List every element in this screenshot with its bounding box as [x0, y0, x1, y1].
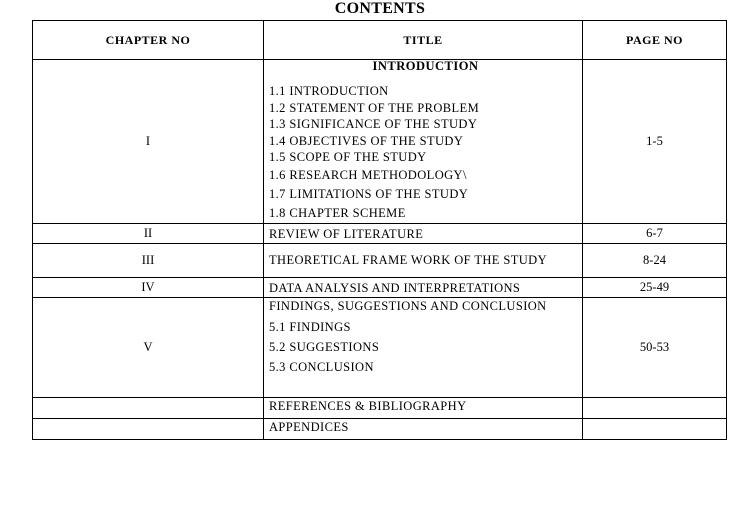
table-row: [33, 60, 727, 224]
chapter-number: [33, 419, 264, 440]
page-range: 8-24: [583, 244, 727, 278]
chapter-title: REFERENCES & BIBLIOGRAPHY: [264, 398, 583, 419]
list-item: 1.8 CHAPTER SCHEME: [269, 205, 406, 220]
table-row: [33, 398, 727, 419]
column-header-chapter: CHAPTER NO: [33, 21, 264, 60]
chapter-number: V: [33, 298, 264, 398]
column-header-title: TITLE: [264, 21, 583, 60]
chapter-title-cell: [264, 298, 583, 398]
list-item: 1.7 LIMITATIONS OF THE STUDY: [269, 186, 469, 201]
list-item: 5.2 SUGGESTIONS: [269, 340, 380, 354]
table-row: [33, 244, 727, 278]
section-heading: INTRODUCTION: [372, 59, 479, 73]
page-range: 6-7: [583, 224, 727, 244]
chapter-title: THEORETICAL FRAME WORK OF THE STUDY: [264, 244, 583, 278]
list-item: 5.3 CONCLUSION: [269, 360, 374, 374]
table-row: [33, 298, 727, 398]
page-range: 1-5: [583, 60, 727, 224]
page-range: [583, 398, 727, 419]
chapter-number: I: [33, 60, 264, 224]
subsection-list: [269, 313, 582, 377]
contents-table: [32, 20, 727, 440]
list-item: 5.1 FINDINGS: [269, 320, 351, 334]
list-item: 1.4 OBJECTIVES OF THE STUDY: [269, 133, 464, 148]
list-item: 1.3 SIGNIFICANCE OF THE STUDY: [269, 117, 478, 131]
chapter-title: APPENDICES: [264, 419, 583, 440]
table-row: [33, 419, 727, 440]
subsection-list: [269, 73, 582, 223]
chapter-title-cell: [264, 60, 583, 224]
chapter-number: [33, 398, 264, 419]
chapter-number: II: [33, 224, 264, 244]
page-range: 25-49: [583, 278, 727, 298]
column-header-page: PAGE NO: [583, 21, 727, 60]
chapter-number: IV: [33, 278, 264, 298]
table-row: [33, 224, 727, 244]
table-row: [33, 278, 727, 298]
table-header-row: [33, 21, 727, 60]
page-range: [583, 419, 727, 440]
list-item: 1.5 SCOPE OF THE STUDY: [269, 150, 427, 164]
list-item: 1.2 STATEMENT OF THE PROBLEM: [269, 100, 480, 115]
chapter-number: III: [33, 244, 264, 278]
chapter-title: DATA ANALYSIS AND INTERPRETATIONS: [264, 278, 583, 298]
chapter-title: FINDINGS, SUGGESTIONS AND CONCLUSION: [269, 299, 547, 313]
page-title: CONTENTS: [334, 0, 426, 17]
chapter-title: REVIEW OF LITERATURE: [264, 224, 583, 244]
list-item: 1.6 RESEARCH METHODOLOGY\: [269, 167, 467, 182]
list-item: 1.1 INTRODUCTION: [269, 84, 389, 98]
page-range: 50-53: [583, 298, 727, 398]
